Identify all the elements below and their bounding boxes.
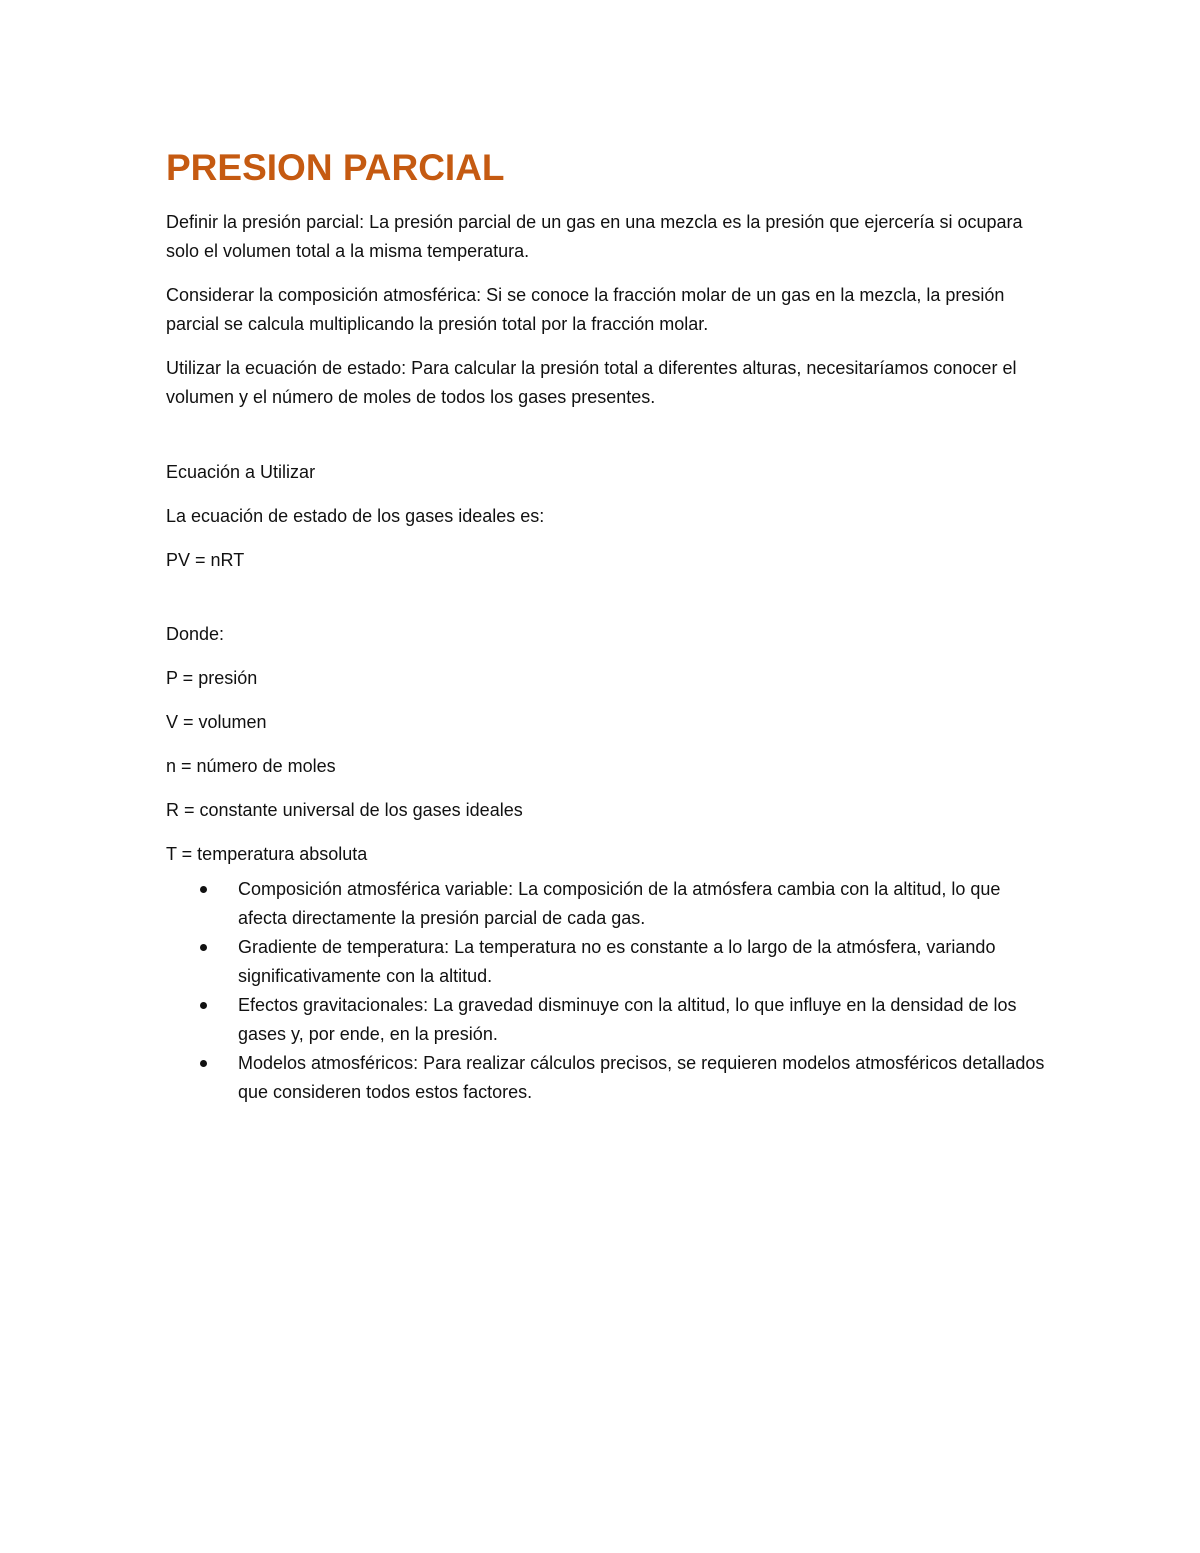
- paragraph-state-equation: Utilizar la ecuación de estado: Para calcular la presión total a diferentes alturas, necesitaríamos conocer el volumen y el número de moles de todos los gases presentes.: [166, 358, 1017, 407]
- list-item-text: Composición atmosférica variable: La composición de la atmósfera cambia con la altitud, lo que afecta directamente la presión parcial de cada gas.: [238, 879, 1001, 928]
- bullet-list: [166, 875, 1046, 1107]
- list-item-text: Efectos gravitacionales: La gravedad disminuye con la altitud, lo que influye en la densidad de los gases y, por ende, en la presión.: [238, 995, 1017, 1044]
- equation-intro: La ecuación de estado de los gases ideales es:: [166, 506, 545, 526]
- bullet-icon: [200, 1002, 207, 1009]
- document-body: [166, 146, 1046, 1107]
- list-item-text: Modelos atmosféricos: Para realizar cálculos precisos, se requieren modelos atmosféricos detallados que consideren todos estos factores.: [238, 1053, 1045, 1102]
- where-label: Donde:: [166, 624, 225, 644]
- equation: PV = nRT: [166, 550, 245, 570]
- variable-r: R = constante universal de los gases ideales: [166, 800, 523, 820]
- list-item: [238, 1049, 1046, 1107]
- list-item: [238, 933, 1046, 991]
- paragraph-composition: Considerar la composición atmosférica: Si se conoce la fracción molar de un gas en la mezcla, la presión parcial se calcula multiplicando la presión total por la fracción molar.: [166, 285, 1005, 334]
- list-item: [238, 991, 1046, 1049]
- list-item-text: Gradiente de temperatura: La temperatura no es constante a lo largo de la atmósfera, variando significativamente con la altitud.: [238, 937, 996, 986]
- equation-heading: Ecuación a Utilizar: [166, 462, 316, 482]
- page-title: PRESION PARCIAL: [166, 147, 505, 188]
- bullet-icon: [200, 886, 207, 893]
- variable-p: P = presión: [166, 668, 258, 688]
- variable-n: n = número de moles: [166, 756, 336, 776]
- bullet-icon: [200, 944, 207, 951]
- variable-v: V = volumen: [166, 712, 267, 732]
- paragraph-definition: Definir la presión parcial: La presión parcial de un gas en una mezcla es la presión que ejercería si ocupara solo el volumen total a la misma temperatura.: [166, 212, 1023, 261]
- bullet-icon: [200, 1060, 207, 1067]
- list-item: [238, 875, 1046, 933]
- variable-t: T = temperatura absoluta: [166, 844, 368, 864]
